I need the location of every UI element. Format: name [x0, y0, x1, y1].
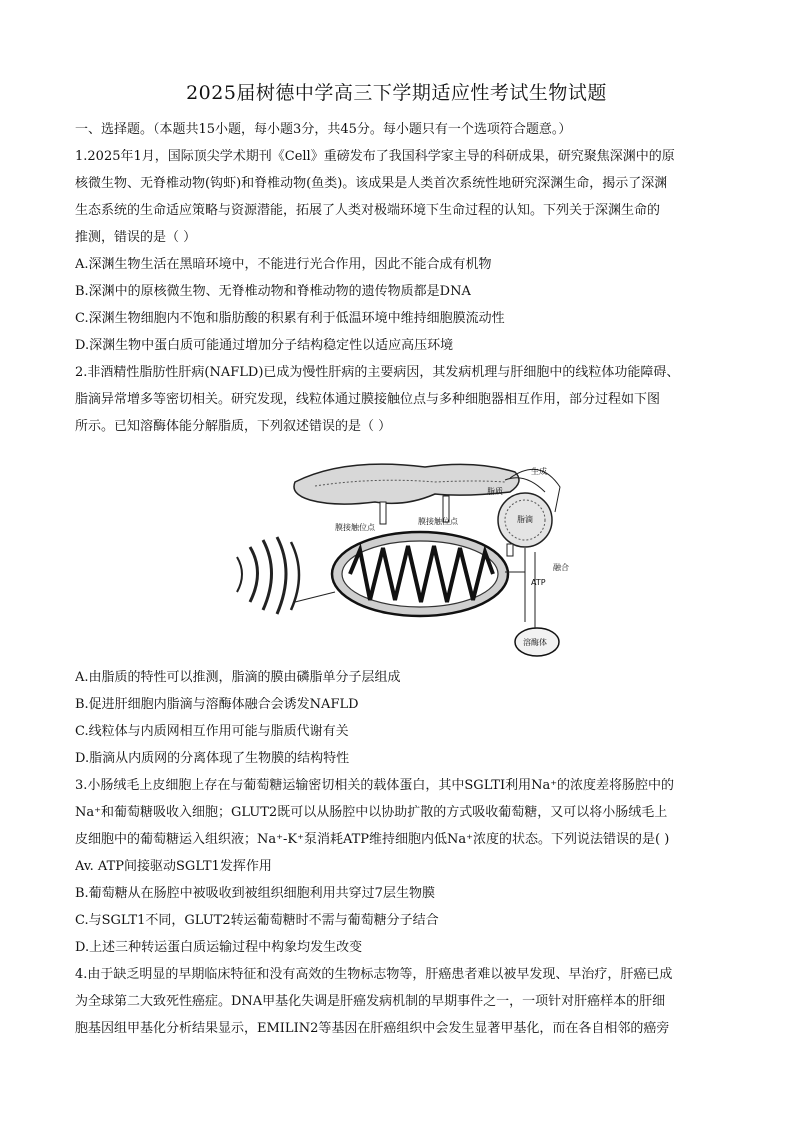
q1-line: 核微生物、无脊椎动物(钩虾)和脊椎动物(鱼类)。该成果是人类首次系统性地研究深渊生命，揭示了深渊: [75, 176, 668, 191]
label-lysosome: 溶酶体: [523, 638, 547, 647]
q3-line: 皮细胞中的葡萄糖运入组织液；Na⁺-K⁺泵消耗ATP维持细胞内低Na⁺浓度的状态。下列说法错误的是( ): [75, 832, 670, 847]
q3-option-a: Av. ATP间接驱动SGLT1发挥作用: [75, 859, 272, 874]
q1-option-b: B.深渊中的原核微生物、无脊椎动物和脊椎动物的遗传物质都是DNA: [75, 284, 471, 299]
q2-line: 脂滴异常增多等密切相关。研究发现，线粒体通过膜接触位点与多种细胞器相互作用，部分过程如下图: [75, 392, 661, 407]
section-heading: 一、选择题。（本题共15小题，每小题3分，共45分。每小题只有一个选项符合题意。）: [75, 122, 572, 137]
q2-line: 2.非酒精性脂肪性肝病(NAFLD)已成为慢性肝病的主要病因，其发病机理与肝细胞中的线粒体功能障碍、: [75, 365, 680, 380]
label-atp: ATP: [531, 578, 546, 587]
q3-line: 3.小肠绒毛上皮细胞上存在与葡萄糖运输密切相关的载体蛋白，其中SGLTI利用Na⁺的浓度差将肠腔中的: [75, 778, 675, 793]
label-contact-site-1: 膜接触位点: [335, 523, 375, 532]
q4-line: 4.由于缺乏明显的早期临床特征和没有高效的生物标志物等，肝癌患者难以被早发现、早治疗，肝癌已成: [75, 967, 673, 982]
q2-line: 所示。已知溶酶体能分解脂质，下列叙述错误的是（ ）: [75, 419, 392, 434]
q4-line: 为全球第二大致死性癌症。DNA甲基化失调是肝癌发病机制的早期事件之一，一项针对肝癌样本的肝细: [75, 994, 666, 1009]
q1-line: 推测，错误的是（ ）: [75, 230, 197, 245]
q2-option-c: C.线粒体与内质网相互作用可能与脂质代谢有关: [75, 724, 349, 739]
q2-option-b: B.促进肝细胞内脂滴与溶酶体融合会诱发NAFLD: [75, 697, 359, 712]
organelle-diagram: [225, 452, 585, 667]
label-zhidi: 脂滴: [517, 515, 533, 524]
label-contact-site-2: 膜接触位点: [418, 517, 458, 526]
page-title: 2025届树德中学高三下学期适应性考试生物试题: [186, 82, 607, 104]
q3-line: Na⁺和葡萄糖吸收入细胞；GLUT2既可以从肠腔中以协助扩散的方式吸收葡萄糖，又可以将小肠绒毛上: [75, 805, 668, 820]
q4-line: 胞基因组甲基化分析结果显示，EMILIN2等基因在肝癌组织中会发生显著甲基化，而在各自相邻的癌旁: [75, 1021, 670, 1036]
q2-option-a: A.由脂质的特性可以推测，脂滴的膜由磷脂单分子层组成: [75, 670, 401, 685]
er-stack-left: [250, 547, 258, 602]
q1-option-d: D.深渊生物中蛋白质可能通过增加分子结构稳定性以适应高压环境: [75, 338, 454, 353]
q1-option-a: A.深渊生物生活在黑暗环境中，不能进行光合作用，因此不能合成有机物: [75, 257, 492, 272]
q1-line: 1.2025年1月，国际顶尖学术期刊《Cell》重磅发布了我国科学家主导的科研成果，研究聚焦深渊中的原: [75, 149, 675, 164]
label-shengcheng: 生成: [531, 467, 547, 476]
q2-option-d: D.脂滴从内质网的分离体现了生物膜的结构特性: [75, 751, 350, 766]
organelle-diagram-svg: [225, 452, 585, 667]
q3-option-d: D.上述三种转运蛋白质运输过程中构象均发生改变: [75, 940, 363, 955]
q3-option-b: B.葡萄糖从在肠腔中被吸收到被组织细胞利用共穿过7层生物膜: [75, 886, 435, 901]
label-ronghe: 融合: [553, 563, 569, 572]
q3-option-c: C.与SGLT1不同，GLUT2转运葡萄糖时不需与葡萄糖分子结合: [75, 913, 439, 928]
q1-option-c: C.深渊生物细胞内不饱和脂肪酸的积累有利于低温环境中维持细胞膜流动性: [75, 311, 505, 326]
label-zhizhi: 脂质: [487, 487, 503, 496]
q1-line: 生态系统的生命适应策略与资源潜能，拓展了人类对极端环境下生命过程的认知。下列关于深渊生命的: [75, 203, 661, 218]
